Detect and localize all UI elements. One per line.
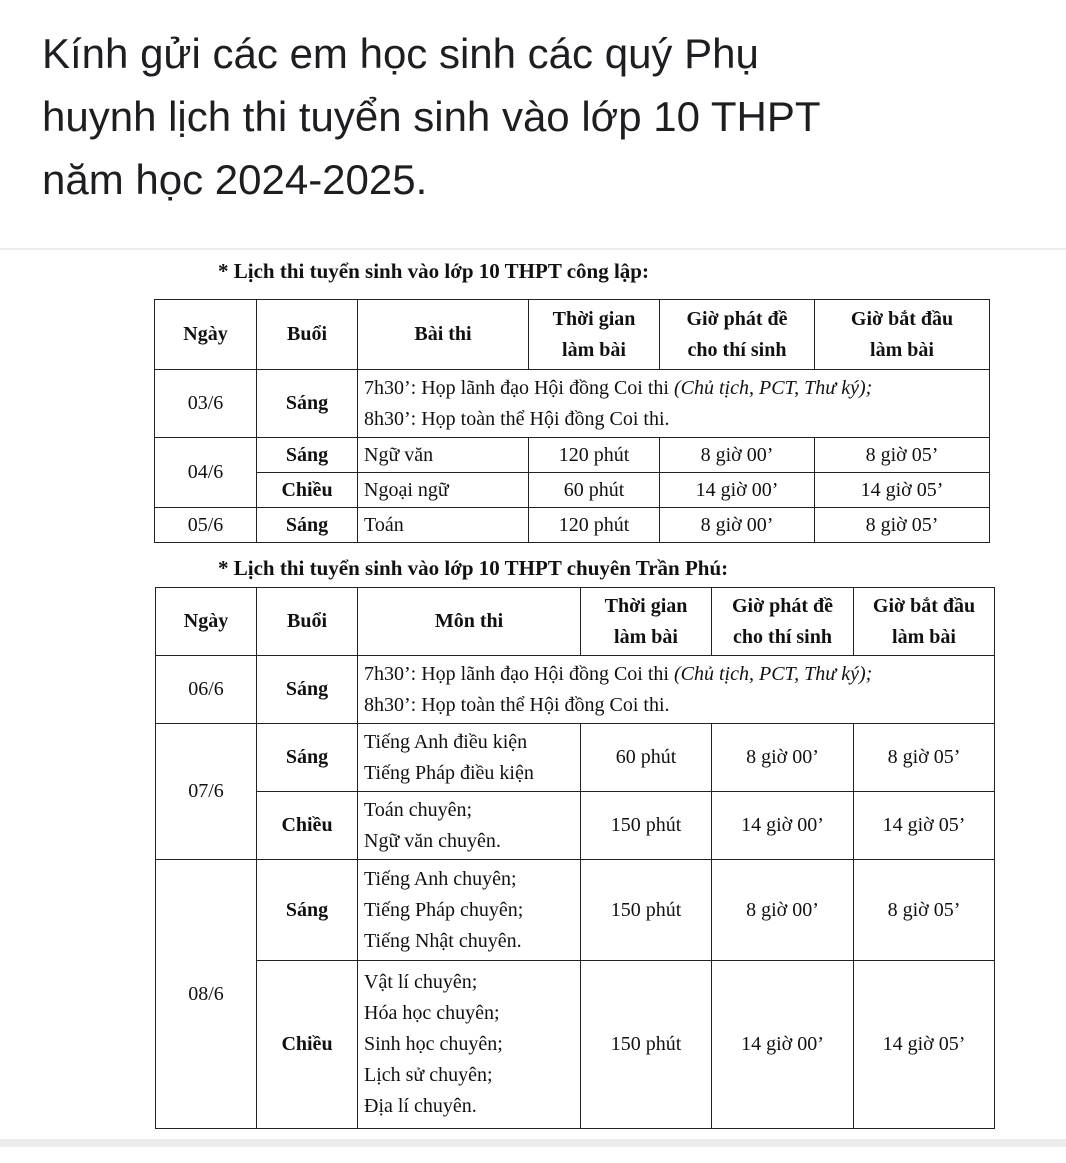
- start-cell: 14 giờ 05’: [854, 792, 995, 860]
- exam-cell: Ngữ văn: [358, 438, 529, 473]
- duration-cell: 60 phút: [581, 724, 712, 792]
- session-cell: Sáng: [257, 438, 358, 473]
- table-row: [155, 438, 990, 473]
- post-text-line: huynh lịch thi tuyển sinh vào lớp 10 THPT: [42, 93, 821, 140]
- table-row: [156, 724, 995, 792]
- distribute-cell: 14 giờ 00’: [712, 792, 854, 860]
- session-cell: Sáng: [257, 508, 358, 543]
- session-cell: Chiều: [257, 473, 358, 508]
- table-header-row: [156, 588, 995, 656]
- session-cell: Sáng: [257, 656, 358, 724]
- subject-cell: [358, 724, 581, 792]
- subject-line: Vật lí chuyên;: [364, 971, 478, 993]
- subject-line: Lịch sử chuyên;: [364, 1064, 493, 1086]
- duration-cell: 120 phút: [529, 438, 660, 473]
- header-start-line: làm bài: [892, 625, 956, 648]
- header-start: [815, 300, 990, 370]
- table-row: [156, 961, 995, 1129]
- subject-line: Địa lí chuyên.: [364, 1095, 477, 1117]
- header-distribute-line: Giờ phát đề: [686, 307, 788, 330]
- table-row: [156, 792, 995, 860]
- header-day: Ngày: [156, 588, 257, 656]
- distribute-cell: 14 giờ 00’: [712, 961, 854, 1129]
- image-bottom-divider: [0, 1139, 1066, 1147]
- subject-line: Tiếng Nhật chuyên.: [364, 929, 522, 952]
- subject-cell: [358, 961, 581, 1129]
- subject-line: Tiếng Pháp điều kiện: [364, 761, 534, 784]
- duration-cell: 150 phút: [581, 792, 712, 860]
- meeting-note-line: 8h30’: Họp toàn thể Hội đồng Coi thi.: [364, 693, 670, 716]
- header-duration: [529, 300, 660, 370]
- subject-line: Sinh học chuyên;: [364, 1033, 503, 1055]
- specialized-schedule-heading: * Lịch thi tuyển sinh vào lớp 10 THPT chuyên Trần Phú:: [218, 556, 729, 580]
- session-cell: Chiều: [257, 961, 358, 1129]
- header-start: [854, 588, 995, 656]
- subject-line: Tiếng Pháp chuyên;: [364, 898, 524, 921]
- day-cell: 06/6: [156, 656, 257, 724]
- subject-line: Toán chuyên;: [364, 798, 473, 821]
- start-cell: 8 giờ 05’: [815, 438, 990, 473]
- day-cell: 07/6: [156, 724, 257, 860]
- post-text: [42, 22, 1042, 211]
- day-cell: 03/6: [155, 370, 257, 438]
- header-session: Buổi: [257, 300, 358, 370]
- header-duration-line: Thời gian: [604, 594, 688, 617]
- specialized-schedule-table: [155, 587, 995, 1129]
- header-start-line: Giờ bắt đầu: [872, 594, 976, 617]
- start-cell: 14 giờ 05’: [815, 473, 990, 508]
- header-exam: Bài thi: [358, 300, 529, 370]
- subject-cell: [358, 792, 581, 860]
- subject-line: Ngữ văn chuyên.: [364, 829, 501, 852]
- duration-cell: 120 phút: [529, 508, 660, 543]
- start-cell: 14 giờ 05’: [854, 961, 995, 1129]
- header-distribute-line: cho thí sinh: [687, 338, 787, 361]
- exam-cell: Ngoại ngữ: [358, 473, 529, 508]
- header-duration-line: làm bài: [614, 625, 678, 648]
- header-duration: [581, 588, 712, 656]
- image-top-divider: [0, 248, 1066, 250]
- header-day: Ngày: [155, 300, 257, 370]
- session-cell: Sáng: [257, 724, 358, 792]
- header-distribute-line: cho thí sinh: [733, 625, 832, 648]
- day-cell: 05/6: [155, 508, 257, 543]
- meeting-note-extra: (Chủ tịch, PCT, Thư ký);: [668, 662, 873, 685]
- subject-line: Tiếng Anh chuyên;: [364, 867, 517, 890]
- session-cell: Sáng: [257, 860, 358, 961]
- meeting-note-text: 7h30’: Họp lãnh đạo Hội đồng Coi thi: [364, 376, 669, 399]
- meeting-note: [358, 656, 995, 724]
- header-subject: Môn thi: [358, 588, 581, 656]
- meeting-note-line: 8h30’: Họp toàn thể Hội đồng Coi thi.: [364, 407, 670, 430]
- table-row: [155, 508, 990, 543]
- meeting-note-line: [364, 659, 988, 690]
- meeting-note-extra: (Chủ tịch, PCT, Thư ký);: [668, 376, 873, 399]
- distribute-cell: 8 giờ 00’: [712, 860, 854, 961]
- header-start-line: Giờ bắt đầu: [850, 307, 954, 330]
- subject-cell: [358, 860, 581, 961]
- distribute-cell: 8 giờ 00’: [712, 724, 854, 792]
- duration-cell: 150 phút: [581, 860, 712, 961]
- meeting-note-text: 7h30’: Họp lãnh đạo Hội đồng Coi thi: [364, 662, 669, 685]
- distribute-cell: 8 giờ 00’: [660, 508, 815, 543]
- post-text-line: Kính gửi các em học sinh các quý Phụ: [42, 30, 759, 77]
- session-cell: Chiều: [257, 792, 358, 860]
- session-cell: Sáng: [257, 370, 358, 438]
- table-row: [155, 473, 990, 508]
- start-cell: 8 giờ 05’: [854, 724, 995, 792]
- meeting-row: [156, 656, 995, 724]
- table-header-row: [155, 300, 990, 370]
- table-row: [156, 860, 995, 961]
- header-duration-line: Thời gian: [552, 307, 636, 330]
- start-cell: 8 giờ 05’: [815, 508, 990, 543]
- header-distribute: [712, 588, 854, 656]
- distribute-cell: 8 giờ 00’: [660, 438, 815, 473]
- distribute-cell: 14 giờ 00’: [660, 473, 815, 508]
- meeting-note-line: [364, 373, 983, 404]
- header-distribute: [660, 300, 815, 370]
- meeting-note: [358, 370, 990, 438]
- subject-line: Tiếng Anh điều kiện: [364, 730, 528, 753]
- header-start-line: làm bài: [870, 338, 934, 361]
- public-schedule-heading: * Lịch thi tuyển sinh vào lớp 10 THPT công lập:: [218, 259, 649, 283]
- meeting-row: [155, 370, 990, 438]
- exam-cell: Toán: [358, 508, 529, 543]
- duration-cell: 60 phút: [529, 473, 660, 508]
- subject-line: Hóa học chuyên;: [364, 1002, 500, 1024]
- day-cell: 04/6: [155, 438, 257, 508]
- post-text-line: năm học 2024-2025.: [42, 156, 428, 203]
- header-duration-line: làm bài: [562, 338, 626, 361]
- header-distribute-line: Giờ phát đề: [731, 594, 834, 617]
- public-schedule-table: [154, 299, 990, 543]
- header-session: Buổi: [257, 588, 358, 656]
- start-cell: 8 giờ 05’: [854, 860, 995, 961]
- day-cell: 08/6: [156, 860, 257, 1129]
- duration-cell: 150 phút: [581, 961, 712, 1129]
